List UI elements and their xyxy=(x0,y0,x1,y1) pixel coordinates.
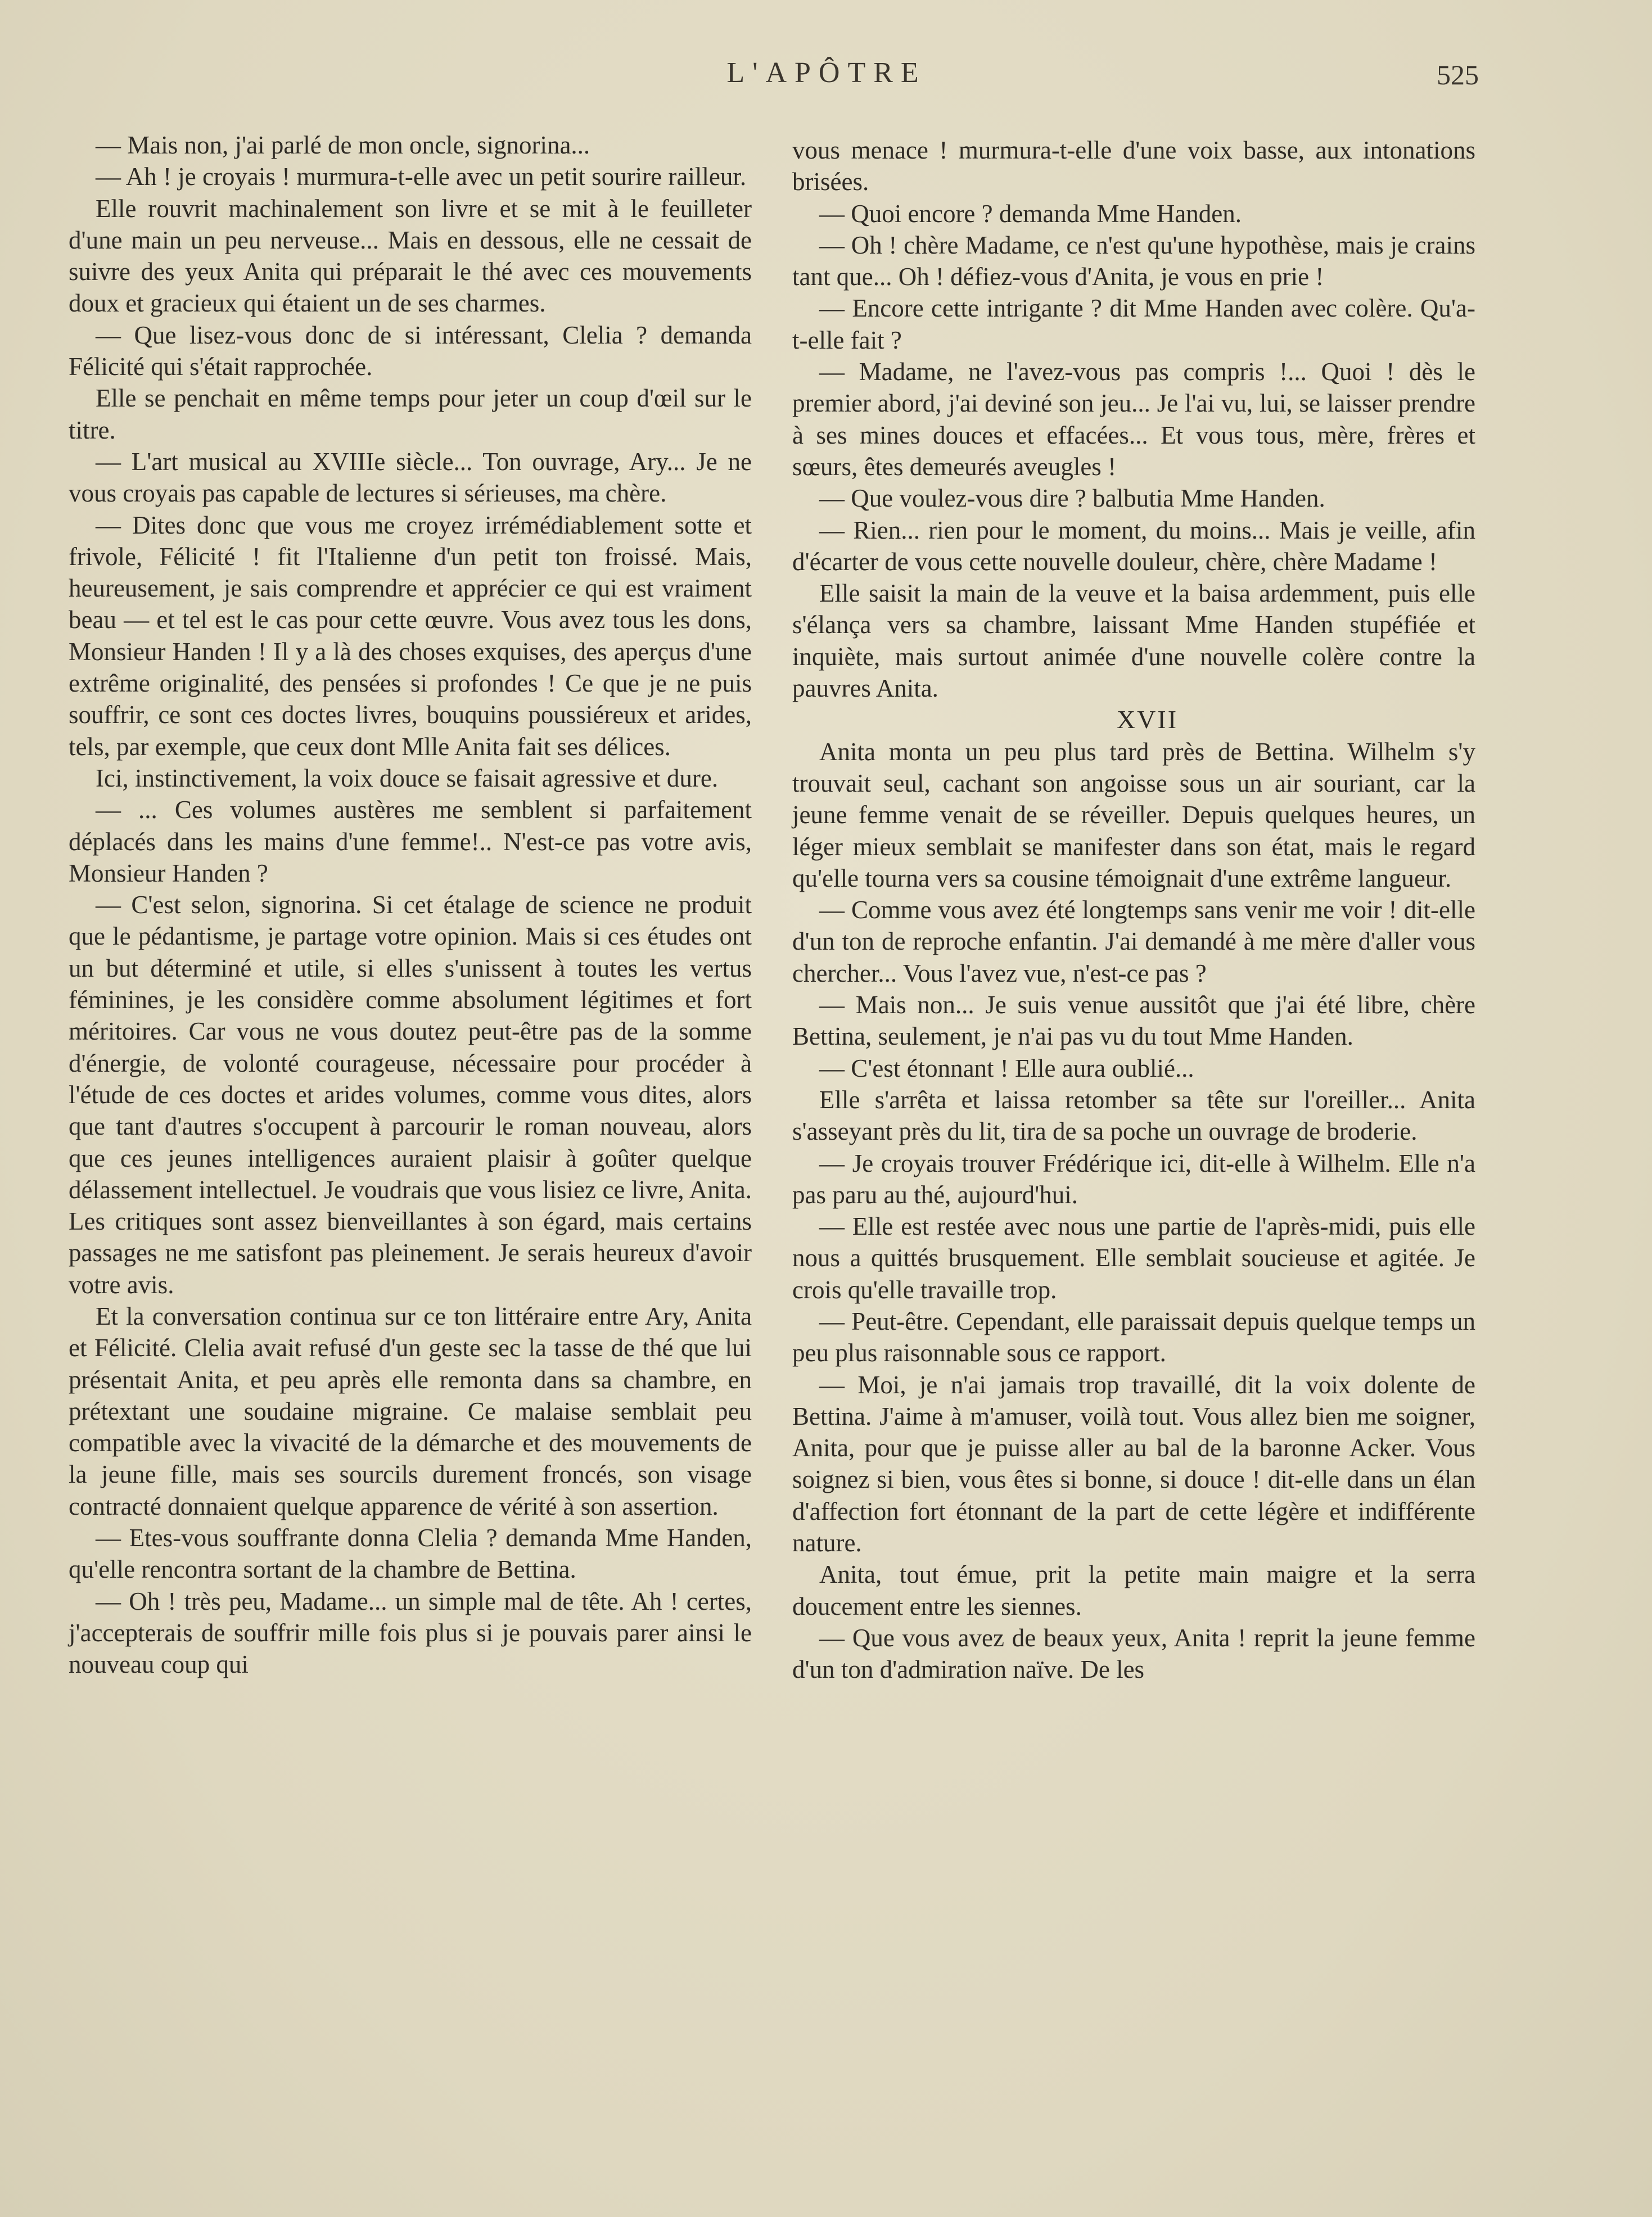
paragraph: Anita monta un peu plus tard près de Bettina. Wilhelm s'y trouvait seul, cachant son angoisse sous un air souriant, car la jeune femme venait de se réveiller. Depuis quelques heures, un léger mieux semblait se manifester dans son état, mais le regard qu'elle tourna vers sa cousine témoignait d'une extrême langueur. xyxy=(792,737,1475,892)
paragraph: Anita, tout émue, prit la petite main maigre et la serra doucement entre les siennes. xyxy=(792,1560,1475,1620)
paragraph: — Que voulez-vous dire ? balbutia Mme Handen. xyxy=(819,484,1325,513)
paragraph: vous menace ! murmura-t-elle d'une voix basse, aux intonations brisées. xyxy=(792,136,1475,196)
paragraph: — Peut-être. Cependant, elle paraissait depuis quelque temps un peu plus raisonnable sous ce rapport. xyxy=(792,1307,1475,1367)
left-column xyxy=(69,129,752,1681)
paragraph: — Encore cette intrigante ? dit Mme Handen avec colère. Qu'a-t-elle fait ? xyxy=(792,294,1475,354)
paragraph: — Etes-vous souffrante donna Clelia ? demanda Mme Handen, qu'elle rencontra sortant de la chambre de Bettina. xyxy=(69,1524,752,1584)
paragraph: — Dites donc que vous me croyez irrémédiablement sotte et frivole, Félicité ! fit l'Italienne d'un petit ton froissé. Mais, heureusement, je sais comprendre et apprécier ce qui est vraiment beau — et tel est le cas pour cette œuvre. Vous avez tous les dons, Monsieur Handen ! Il y a là des choses exquises, des aperçus d'une extrême originalité, des pensées si profondes ! Ce que je ne puis souffrir, ce sont ces doctes livres, bouquins poussiéreux et arides, tels, par exemple, que ceux dont Mlle Anita fait ses délices. xyxy=(69,511,752,761)
paragraph: — Oh ! chère Madame, ce n'est qu'une hypothèse, mais je crains tant que... Oh ! défiez-vous d'Anita, je vous en prie ! xyxy=(792,231,1475,291)
paragraph: Elle s'arrêta et laissa retomber sa tête sur l'oreiller... Anita s'asseyant près du lit, tira de sa poche un ouvrage de broderie. xyxy=(792,1085,1475,1146)
right-column xyxy=(792,134,1475,1686)
running-title: L'APÔTRE xyxy=(726,57,927,89)
paragraph: — L'art musical au XVIIIe siècle... Ton ouvrage, Ary... Je ne vous croyais pas capable de lectures si sérieuses, ma chère. xyxy=(69,447,752,508)
paragraph: — Mais non... Je suis venue aussitôt que j'ai été libre, chère Bettina, seulement, je n'ai pas vu du tout Mme Handen. xyxy=(792,991,1475,1051)
paragraph: — Rien... rien pour le moment, du moins... Mais je veille, afin d'écarter de vous cette nouvelle douleur, chère, chère Madame ! xyxy=(792,516,1475,576)
page-number: 525 xyxy=(1437,59,1479,91)
paragraph: — Que vous avez de beaux yeux, Anita ! reprit la jeune femme d'un ton d'admiration naïve. De les xyxy=(792,1623,1475,1684)
paragraph: — Madame, ne l'avez-vous pas compris !... Quoi ! dès le premier abord, j'ai deviné son jeu... Je l'ai vu, lui, se laisser prendre à ses mines douces et effacées... Et vous tous, mère, frères et sœurs, êtes demeurés aveugles ! xyxy=(792,358,1475,481)
paragraph: — Ah ! je croyais ! murmura-t-elle avec un petit sourire railleur. xyxy=(96,162,747,191)
paragraph: Elle se penchait en même temps pour jeter un coup d'œil sur le titre. xyxy=(69,384,752,444)
paragraph: Elle rouvrit machinalement son livre et se mit à le feuilleter d'une main un peu nerveuse... Mais en dessous, elle ne cessait de suivre des yeux Anita qui préparait le thé avec ces mouvements doux et gracieux qui étaient un de ses charmes. xyxy=(69,194,752,318)
paragraph: — C'est étonnant ! Elle aura oublié... xyxy=(819,1054,1194,1082)
paragraph: Et la conversation continua sur ce ton littéraire entre Ary, Anita et Félicité. Clelia avait refusé d'un geste sec la tasse de thé que lui présentait Anita, et peu après elle remonta dans sa chambre, en prétextant une soudaine migraine. Ce malaise semblait peu compatible avec la vivacité de la démarche et des mouvements de la jeune fille, mais ses sourcils durement froncés, son visage contracté donnaient quelque apparence de vérité à son assertion. xyxy=(69,1302,752,1520)
paragraph: — Moi, je n'ai jamais trop travaillé, dit la voix dolente de Bettina. J'aime à m'amuser, voilà tout. Vous allez bien me soigner, Anita, pour que je puisse aller au bal de la baronne Acker. Vous soignez si bien, vous êtes si bonne, si douce ! dit-elle dans un élan d'affection fort étonnant de la part de cette légère et indifférente nature. xyxy=(792,1370,1475,1557)
paragraph: — Oh ! très peu, Madame... un simple mal de tête. Ah ! certes, j'accepterais de souffrir mille fois plus si je pouvais parer ainsi le nouveau coup qui xyxy=(69,1587,752,1679)
paragraph: — Elle est restée avec nous une partie de l'après-midi, puis elle nous a quittés brusquement. Elle semblait soucieuse et agitée. Je crois qu'elle travaille trop. xyxy=(792,1212,1475,1304)
paragraph: — Mais non, j'ai parlé de mon oncle, signorina... xyxy=(96,131,590,159)
paragraph: Elle saisit la main de la veuve et la baisa ardemment, puis elle s'élança vers sa chambre, laissant Mme Handen stupéfiée et inquiète, mais surtout animée d'une nouvelle colère contre la pauvres Anita. xyxy=(792,579,1475,703)
paragraph: Ici, instinctivement, la voix douce se faisait agressive et dure. xyxy=(96,764,719,792)
paragraph: — Je croyais trouver Frédérique ici, dit-elle à Wilhelm. Elle n'a pas paru au thé, aujourd'hui. xyxy=(792,1149,1475,1209)
paragraph: — C'est selon, signorina. Si cet étalage de science ne produit que le pédantisme, je partage votre opinion. Mais si ces études ont un but déterminé et utile, si elles s'unissent à toutes les vertus féminines, je les considère comme absolument légitimes et fort méritoires. Car vous ne vous doutez peut-être pas de la somme d'énergie, de volonté courageuse, nécessaire pour procéder à l'étude de ces doctes et arides volumes, comme vous dites, alors que tant d'autres s'occupent à parcourir le roman nouveau, alors que ces jeunes intelligences auraient plaisir à goûter quelque délassement intellectuel. Je voudrais que vous lisiez ce livre, Anita. Les critiques sont assez bienveillantes à son égard, mais certains passages ne me satisfont pas pleinement. Je serais heureux d'avoir votre avis. xyxy=(69,891,752,1299)
paragraph: — Que lisez-vous donc de si intéressant, Clelia ? demanda Félicité qui s'était rapprochée. xyxy=(69,320,752,381)
paragraph: — Quoi encore ? demanda Mme Handen. xyxy=(819,199,1242,228)
paragraph: — Comme vous avez été longtemps sans venir me voir ! dit-elle d'un ton de reproche enfantin. J'ai demandé à me mère d'aller vous chercher... Vous l'avez vue, n'est-ce pas ? xyxy=(792,896,1475,987)
paragraph: — ... Ces volumes austères me semblent si parfaitement déplacés dans les mains d'une femme!.. N'est-ce pas votre avis, Monsieur Handen ? xyxy=(69,796,752,887)
chapter-heading: XVII xyxy=(1116,705,1179,734)
